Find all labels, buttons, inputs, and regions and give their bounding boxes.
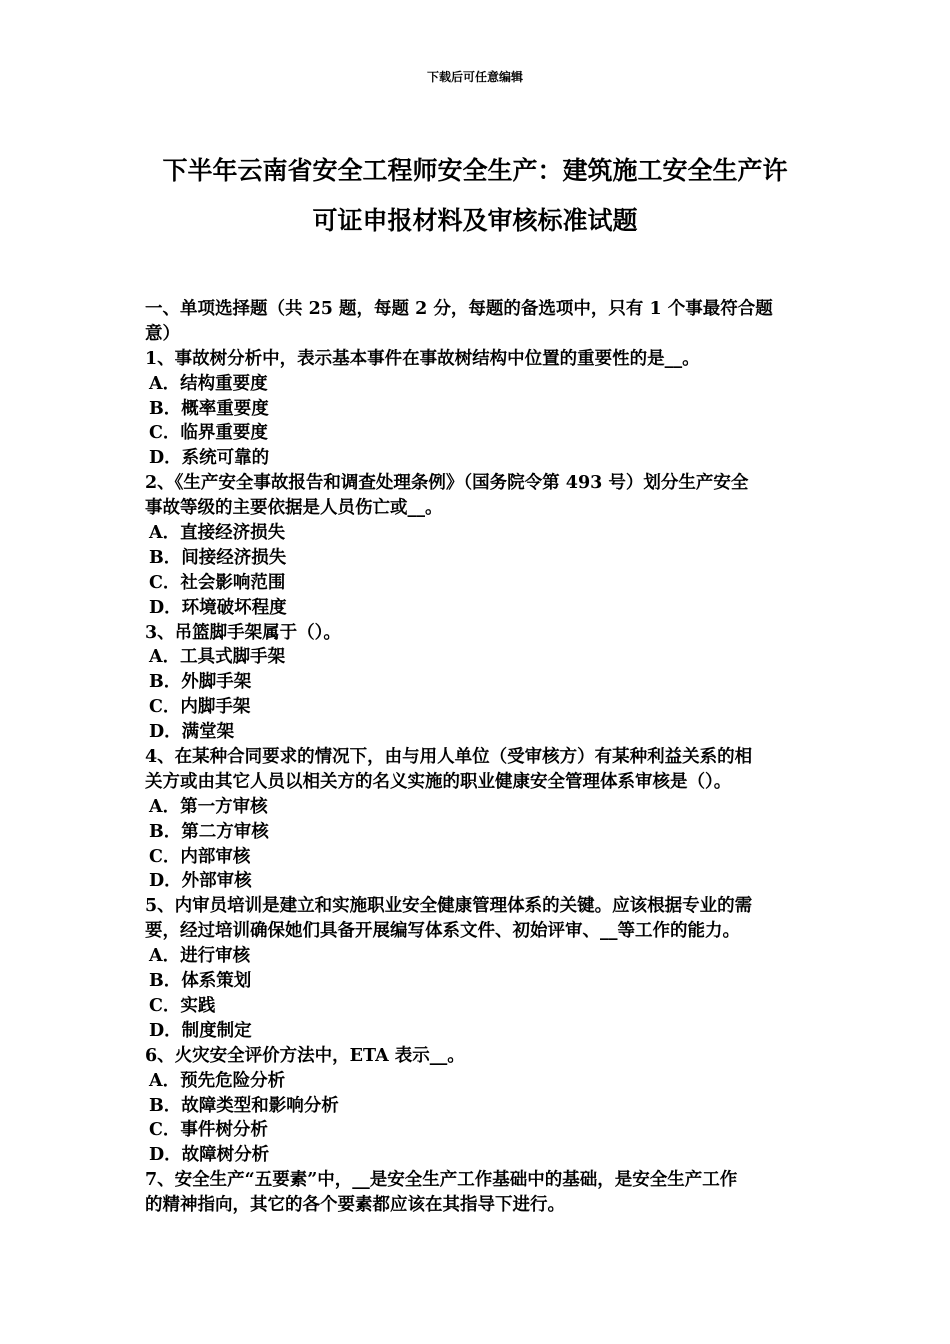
answer-option: C．实践 xyxy=(149,995,216,1016)
question-stem: 1、事故树分析中，表示基本事件在事故树结构中位置的重要性的是__。 xyxy=(145,348,700,369)
answer-option: B．间接经济损失 xyxy=(149,547,287,568)
question-stem: 7、安全生产“五要素”中，__是安全生产工作基础中的基础，是安全生产工作 xyxy=(145,1170,738,1191)
answer-option: C．内部审核 xyxy=(149,846,251,867)
answer-option: A．结构重要度 xyxy=(149,373,268,394)
title-line: 下半年云南省安全工程师安全生产：建筑施工安全生产许 xyxy=(162,156,788,185)
question-stem: 关方或由其它人员以相关方的名义实施的职业健康安全管理体系审核是（）。 xyxy=(145,771,732,792)
answer-option: B．体系策划 xyxy=(149,971,252,992)
answer-option: C．内脚手架 xyxy=(149,697,251,718)
answer-option: C．事件树分析 xyxy=(149,1120,268,1141)
answer-option: C．社会影响范围 xyxy=(149,572,286,593)
answer-option: B．故障类型和影响分析 xyxy=(149,1095,339,1116)
answer-option: D．系统可靠的 xyxy=(149,448,270,469)
answer-option: D．外部审核 xyxy=(149,871,252,892)
answer-option: A．进行审核 xyxy=(149,946,251,967)
answer-option: B．第二方审核 xyxy=(149,821,269,842)
document-title xyxy=(145,146,805,246)
question-stem: 2、《生产安全事故报告和调查处理条例》（国务院令第 493 号）划分生产安全 xyxy=(145,473,749,494)
section-heading: 意） xyxy=(145,323,180,344)
question-content xyxy=(145,297,807,1218)
answer-option: A．工具式脚手架 xyxy=(149,647,286,668)
answer-option: D．环境破坏程度 xyxy=(149,597,287,618)
answer-option: B．外脚手架 xyxy=(149,672,252,693)
question-stem: 事故等级的主要依据是人员伤亡或__。 xyxy=(145,498,443,519)
section-heading: 一、单项选择题（共 25 题，每题 2 分，每题的备选项中，只有 1 个事最符合题 xyxy=(145,299,773,319)
question-stem: 6、火灾安全评价方法中，ETA 表示__。 xyxy=(145,1045,465,1066)
answer-option: D．制度制定 xyxy=(149,1020,252,1041)
answer-option: B．概率重要度 xyxy=(149,398,269,419)
question-stem: 4、在某种合同要求的情况下，由与用人单位（受审核方）有某种利益关系的相 xyxy=(145,747,753,768)
title-line: 可证申报材料及审核标准试题 xyxy=(312,206,638,235)
question-stem: 5、内审员培训是建立和实施职业安全健康管理体系的关键。应该根据专业的需 xyxy=(145,896,753,917)
header-note: 下载后可任意编辑 xyxy=(426,70,523,84)
answer-option: C．临界重要度 xyxy=(149,423,268,444)
answer-option: A．预先危险分析 xyxy=(149,1070,286,1091)
answer-option: A．直接经济损失 xyxy=(149,523,286,544)
answer-option: D．故障树分析 xyxy=(149,1145,270,1166)
answer-option: D．满堂架 xyxy=(149,722,235,743)
answer-option: A．第一方审核 xyxy=(149,796,268,817)
question-stem: 的精神指向，其它的各个要素都应该在其指导下进行。 xyxy=(145,1195,565,1216)
question-stem: 3、吊篮脚手架属于（）。 xyxy=(145,622,341,643)
question-stem: 要，经过培训确保她们具备开展编写体系文件、初始评审、__等工作的能力。 xyxy=(145,921,740,942)
